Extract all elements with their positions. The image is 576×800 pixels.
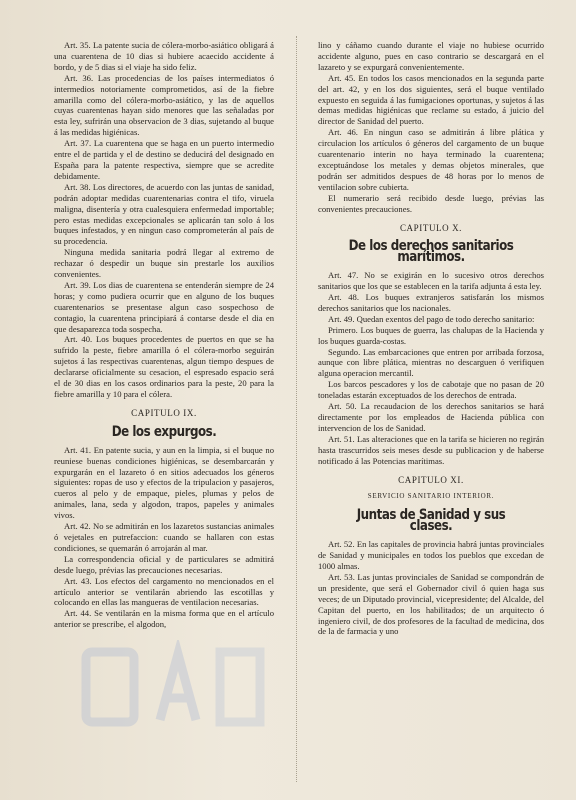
right-column (318, 40, 544, 637)
article-35: Art. 35. La patente sucia de cólera-morbo-asiático obligará á una cuarentena de 10 dias si hubiere acaecido accidente á bordo, y de 5 dias si el viaje ha sido feliz. (54, 40, 274, 72)
article-39: Art. 39. Los dias de cuarentena se entenderán siempre de 24 horas; y como pudiera ocurrir que en alguno de los buques cuarentenarios se presentase algun caso sospechoso de contagio, la cuarentena principiará á contarse desde el dia en que desaparezca toda sospecha. (54, 279, 274, 334)
article-40: Art. 40. Los buques procedentes de puertos en que se ha sufrido la peste, fiebre amarilla ó el cólera-morbo seguirán sujetos á las respectivas cuarentenas, algun tiempo despues de declararse oficialmente su cesacion, el espresado espacio será el de 30 dias en los casos ordinarios para la peste, 20 para la fiebre amarilla y 10 para el cólera. (54, 334, 274, 399)
article-36: Art. 36. Las procedencias de los países intermediatos ó intermedios notoriamente comprometidos, así de la fiebre amarilla como del cólera-morbo-asiático, y las de aquellos cuyas cuarentenas hayan sido menores que las señaladas por esta ley, sufrirán una observacion de 3 dias, sujetando al buque á las medidas higiénicas. (54, 72, 274, 138)
article-51: Art. 51. Las alteraciones que en la tarifa se hicieren no regirán hasta trascurridos seis meses desde su publicacion y de haberse notificado á las Potencias marítimas. (318, 433, 544, 466)
chapter-x-label: CAPITULO X. (399, 222, 463, 233)
stamp-shape-icon (80, 640, 300, 740)
article-44-continued: lino y cáñamo cuando durante el viaje no hubiese ocurrido accidente alguno, pues en caso contrario se descargará en el lazareto y se expurgará convenientemente. (318, 40, 544, 72)
article-46-note: El numerario será recibido desde luego, prévias las convenientes precauciones. (318, 192, 544, 214)
chapter-xi-label: CAPITULO XI. (398, 474, 464, 485)
article-47: Art. 47. No se exigirán en lo sucesivo otros derechos sanitarios que los que se establecen en la tarifa adjunta á esta ley. (318, 270, 544, 292)
chapter-x-heading: De los derechos sanitarios marítimos. (348, 238, 514, 266)
article-38: Art. 38. Los directores, de acuerdo con las juntas de sanidad, podrán adoptar medidas cuarentenarias contra el tifo, viruela maligna, disentería y otra cualesquiera enfermedad importable; pero estas medidas excepcionales se aplicarán tan solo á los buques infestados, y en ningun caso comprometerán al país de su procedencia. (54, 181, 274, 247)
left-article-group-2 (54, 445, 274, 630)
article-50: Art. 50. La recaudacion de los derechos sanitarios se hará directamente por los empleados de Hacienda pública con intervencion de los de Sanidad. (318, 401, 544, 433)
article-49-segundo: Segundo. Las embarcaciones que entren por arribada forzosa, aunque con libre plática, mientras no descarguen ó verifiquen alguna operacion mercantil. (318, 346, 544, 379)
chapter-ix-label: CAPITULO IX. (131, 407, 197, 418)
chapter-xi-heading: Juntas de Sanidad y sus clases. (356, 507, 506, 535)
article-42: Art. 42. No se admitirán en los lazaretos sustancias animales ó vejetales en putrefaccion: cuando se hallaren con estas condiciones, se quemarán ó arrojarán al mar. (54, 521, 274, 553)
library-stamp-watermark (80, 640, 300, 740)
article-44: Art. 44. Se ventilarán en la misma forma que en el artículo anterior se prescribe, el algodon, (54, 608, 274, 630)
right-article-group-2 (318, 270, 544, 466)
column-divider (296, 36, 297, 782)
article-45: Art. 45. En todos los casos mencionados en la segunda parte del art. 42, y en los dos siguientes, será el buque ventilado expuesto en seguida á las fumigaciones oportunas, y sujetos á las demas medidas higiénicas que reclame su estado, á juicio del director de Sanidad del puerto. (318, 72, 544, 127)
left-article-group-1 (54, 40, 274, 400)
article-46: Art. 46. En ningun caso se admitirán á libre plática y circulacion los artículos ó géneros del cargamento de un buque cuarentenario interin no haya terminado la cuarentena; exceptuándose los metales y demas objetos minerales, que podrán ser admitidos despues de 48 horas por lo menos de ventilacion sobre cubierta. (318, 127, 544, 192)
article-37: Art. 37. La cuarentena que se haga en un puerto intermedio entre el de partida y el de destino se deducirá del designado en España para la patente respectiva, siempre que se acredite debidamente. (54, 138, 274, 181)
right-article-group-3 (318, 539, 544, 637)
chapter-ix-heading: De los expurgos. (111, 423, 217, 440)
article-38-note: Ninguna medida sanitaria podrá llegar al extremo de rechazar ó despedir un buque sin prestarle los auxilios convenientes. (54, 247, 274, 280)
article-48: Art. 48. Los buques extranjeros satisfarán los mismos derechos sanitarios que los nacionales. (318, 292, 544, 313)
right-article-group-1 (318, 40, 544, 215)
article-49-note: Los barcos pescadores y los de cabotaje que no pasan de 20 toneladas estarán exceptuados de los derechos de entrada. (318, 379, 544, 401)
article-49-primero: Primero. Los buques de guerra, las chalupas de la Hacienda y los buques guarda-costas. (318, 324, 544, 346)
article-49: Art. 49. Quedan exentos del pago de todo derecho sanitario: (328, 313, 535, 324)
left-column (54, 40, 274, 630)
chapter-xi-subheading: SERVICIO SANITARIO INTERIOR. (367, 492, 495, 501)
article-43: Art. 43. Los efectos del cargamento no mencionados en el artículo anterior se ventilarán abriendo las escotillas y colocando en ellas las mangueras de ventilacion necesarias. (54, 575, 274, 608)
article-41: Art. 41. En patente sucia, y aun en la limpia, si el buque no reuniese buenas condiciones higiénicas, se desembarcarán y expurgarán en el lazareto ó en sitios adecuados los géneros siguientes: ropas de uso y efectos de la tripulacion y pasajeros, cueros al pelo y de empaque, pieles, plumas y pelos de animales, lana, seda y algodon, trapos, papeles y animales vivos. (54, 444, 274, 521)
article-52: Art. 52. En las capitales de provincia habrá juntas provinciales de Sanidad y municipales en todos los pueblos que excedan de 1000 almas. (318, 539, 544, 571)
article-53: Art. 53. Las juntas provinciales de Sanidad se compondrán de un presidente, que será el Gobernador civil ó quien haga sus veces; de un Diputado provincial, vicepresidente; del Alcalde, del Capitan del puerto, en los habilitados; de un arquitecto ó ingeniero civil, de dos profesores de la facultad de medicina, dos de la de farmacia y uno (318, 571, 544, 637)
article-42-note: La correspondencia oficial y de particulares se admitirá desde luego, prévias las precauciones necesarias. (54, 553, 274, 575)
